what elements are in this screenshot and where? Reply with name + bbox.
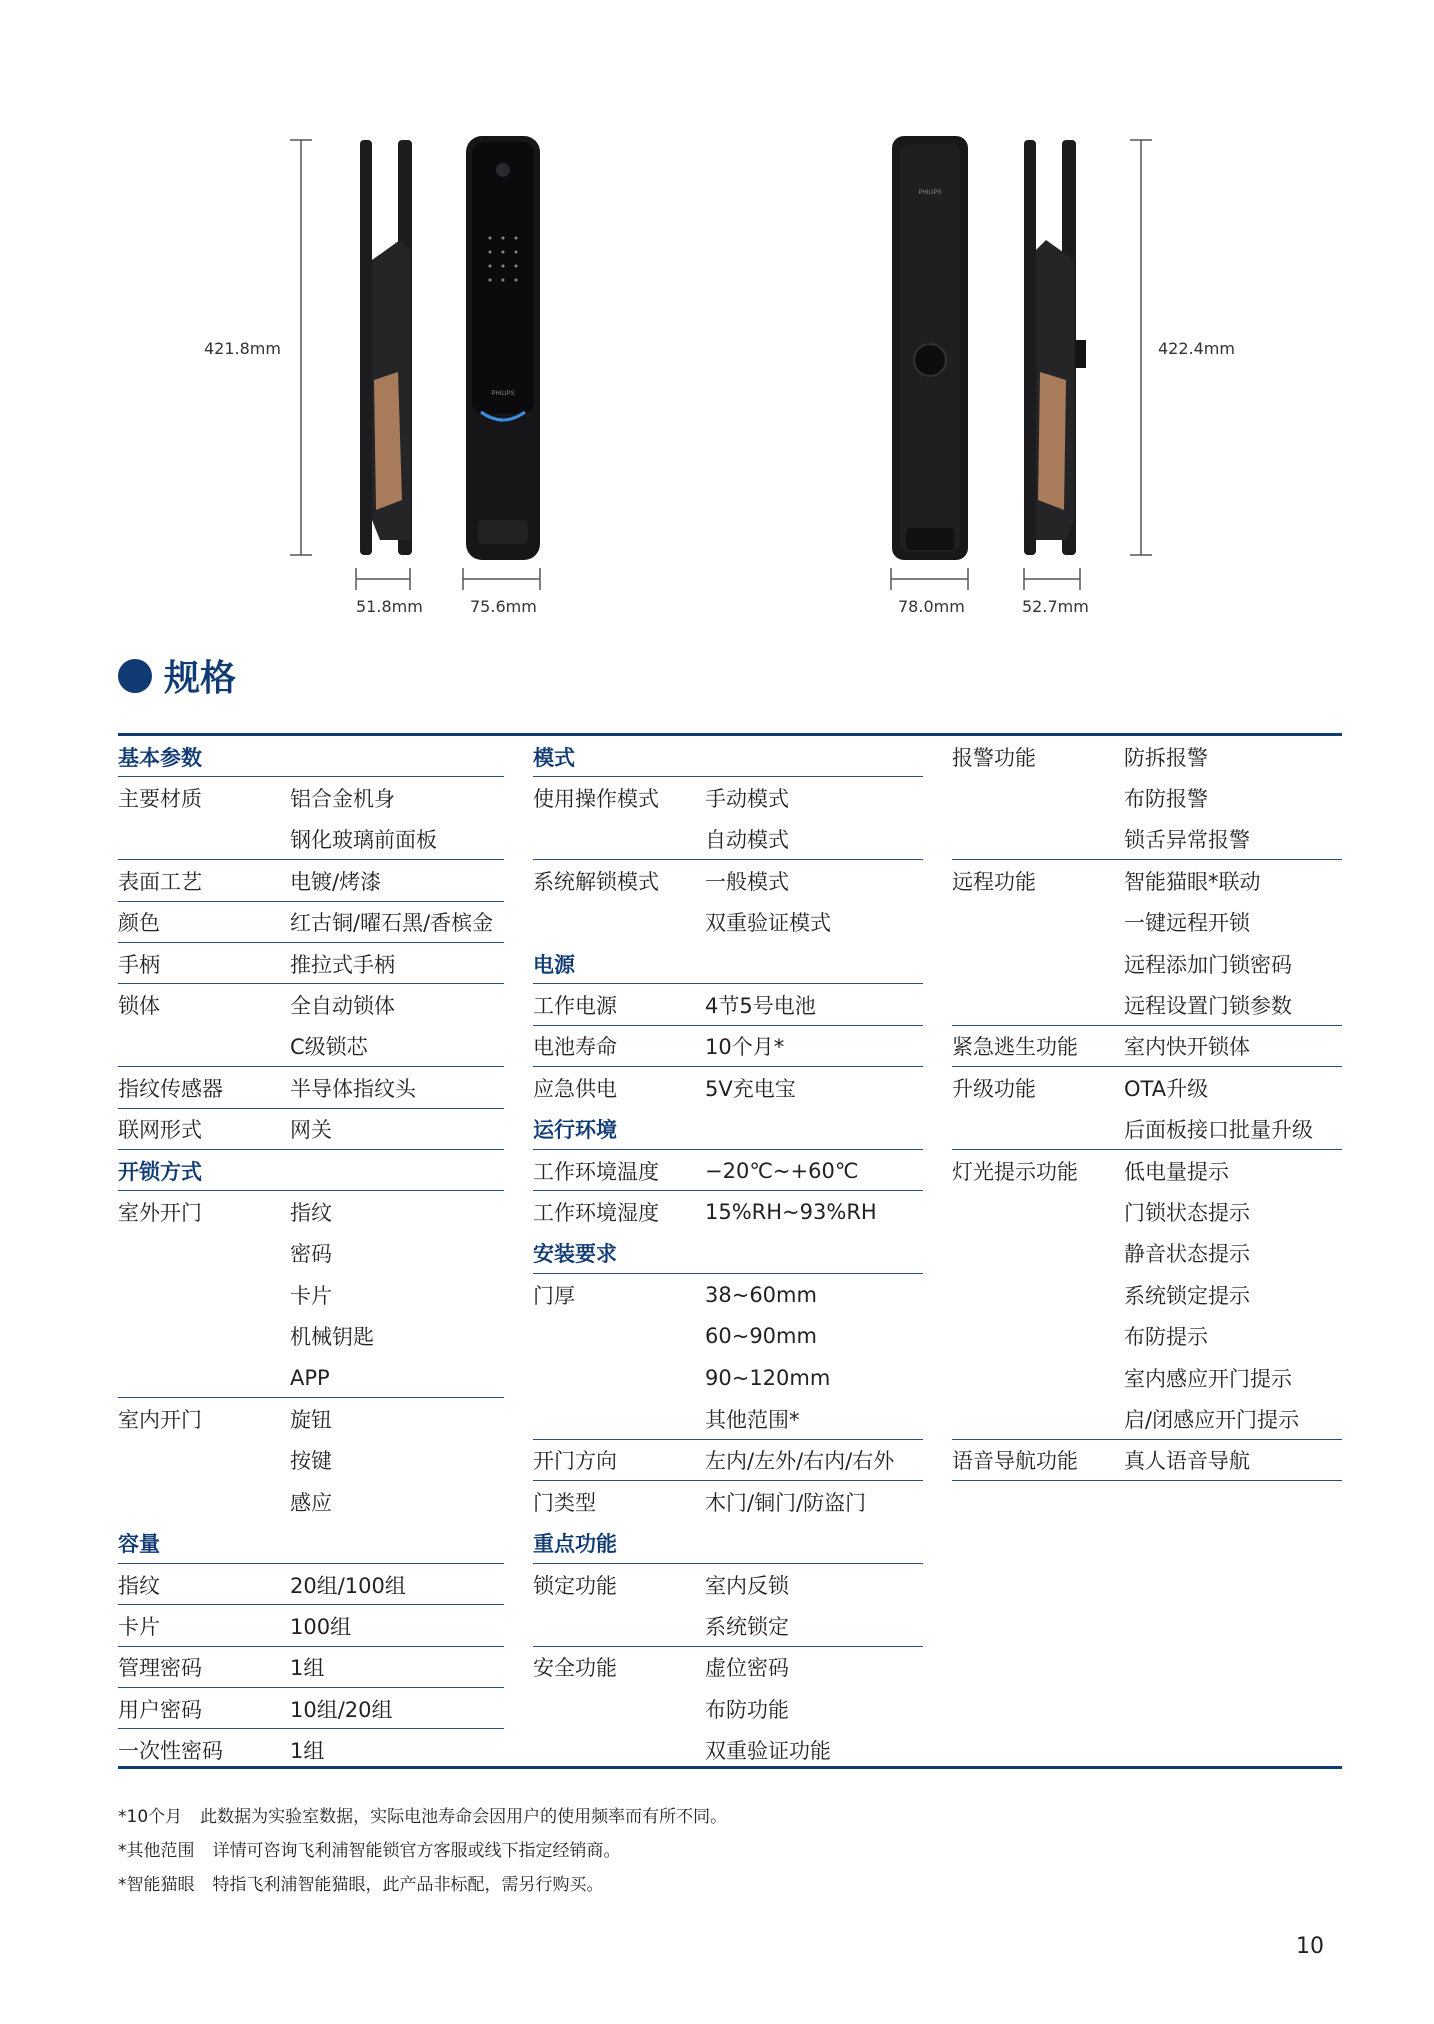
- spec-value: 38~60mm: [705, 1282, 817, 1307]
- spec-row: [118, 860, 504, 901]
- footnote: *其他范围 详情可咨询飞利浦智能锁官方客服或线下指定经销商。: [118, 1841, 621, 1861]
- spec-value: 电镀/烤漆: [290, 869, 382, 894]
- spec-row: [952, 1150, 1342, 1191]
- spec-value: 后面板接口批量升级: [1124, 1118, 1313, 1143]
- spec-value: 双重验证功能: [705, 1739, 831, 1764]
- spec-key: 开锁方式: [118, 1159, 202, 1184]
- spec-column-1: [118, 736, 504, 1771]
- spec-key: 基本参数: [118, 745, 202, 770]
- spec-section-header: [118, 1150, 504, 1191]
- spec-key: 电源: [533, 952, 575, 977]
- spec-row: [952, 1315, 1342, 1356]
- spec-row: [533, 1605, 923, 1646]
- spec-row: [533, 1067, 923, 1108]
- spec-key: 远程功能: [952, 869, 1036, 894]
- spec-column-3: [952, 736, 1342, 1481]
- footnote: *智能猫眼 特指飞利浦智能猫眼，此产品非标配，需另行购买。: [118, 1875, 604, 1895]
- spec-value: 网关: [290, 1118, 332, 1143]
- spec-key: 系统解锁模式: [533, 869, 659, 894]
- width-label-1: 51.8mm: [356, 597, 423, 616]
- spec-row: [533, 1440, 923, 1481]
- spec-row: [952, 984, 1342, 1025]
- spec-key: 一次性密码: [118, 1739, 223, 1764]
- spec-value: 15%RH~93%RH: [705, 1199, 877, 1224]
- spec-key: 容量: [118, 1532, 160, 1557]
- spec-row: [533, 1191, 923, 1232]
- footnotes: [118, 1800, 727, 1902]
- spec-key: 灯光提示功能: [952, 1159, 1078, 1184]
- spec-value: 60~90mm: [705, 1324, 817, 1349]
- section-title-text: 规格: [164, 658, 237, 699]
- spec-value: 100组: [290, 1614, 352, 1639]
- lock-side-profile-right: [1024, 140, 1086, 555]
- spec-row: [952, 1357, 1342, 1398]
- spec-key: 联网形式: [118, 1118, 202, 1143]
- spec-row: [533, 1315, 923, 1356]
- spec-value: 低电量提示: [1124, 1159, 1229, 1184]
- spec-value: 一般模式: [705, 869, 789, 894]
- spec-value: 布防功能: [705, 1697, 789, 1722]
- spec-value: 锁舌异常报警: [1124, 828, 1250, 853]
- spec-row: [118, 1398, 504, 1439]
- spec-value: 全自动锁体: [290, 994, 395, 1019]
- width-label-2: 75.6mm: [470, 597, 537, 616]
- spec-value: 机械钥匙: [290, 1325, 374, 1350]
- spec-value: 室内快开锁体: [1124, 1035, 1250, 1060]
- spec-key: 工作电源: [533, 994, 617, 1019]
- spec-value: 4节5号电池: [705, 994, 816, 1019]
- spec-row: [533, 819, 923, 860]
- spec-row: [952, 1274, 1342, 1315]
- spec-key: 紧急逃生功能: [952, 1035, 1078, 1060]
- spec-row: [533, 1481, 923, 1522]
- spec-value: APP: [290, 1365, 330, 1390]
- section-title: [118, 650, 236, 701]
- spec-row: [118, 1233, 504, 1274]
- spec-value: 90~120mm: [705, 1365, 831, 1390]
- width-dim-lines: [356, 568, 1080, 590]
- spec-row: [952, 736, 1342, 777]
- spec-row: [533, 777, 923, 818]
- spec-value: 10组/20组: [290, 1697, 393, 1722]
- spec-key: 锁体: [118, 994, 160, 1019]
- spec-value: −20℃~+60℃: [705, 1158, 859, 1183]
- spec-row: [533, 1564, 923, 1605]
- brand-logo-back: PHILIPS: [918, 190, 942, 196]
- spec-key: 使用操作模式: [533, 787, 659, 812]
- spec-row: [118, 1647, 504, 1688]
- spec-value: 系统锁定: [705, 1614, 789, 1639]
- spec-value: C级锁芯: [290, 1035, 368, 1060]
- spec-value: 钢化玻璃前面板: [290, 828, 437, 853]
- spec-row: [533, 860, 923, 901]
- width-label-4: 52.7mm: [1022, 597, 1089, 616]
- spec-row: [118, 777, 504, 818]
- spec-row: [118, 1109, 504, 1150]
- spec-value: 远程添加门锁密码: [1124, 952, 1292, 977]
- spec-key: 升级功能: [952, 1076, 1036, 1101]
- bullet-dot-icon: [118, 659, 152, 693]
- spec-section-header: [533, 1522, 923, 1563]
- spec-row: [952, 777, 1342, 818]
- spec-key: 报警功能: [952, 745, 1036, 770]
- spec-value: OTA升级: [1124, 1076, 1209, 1101]
- spec-value: 智能猫眼*联动: [1124, 869, 1261, 894]
- spec-row: [118, 1605, 504, 1646]
- right-height-label: 422.4mm: [1158, 339, 1235, 358]
- spec-row: [118, 1315, 504, 1356]
- spec-row: [533, 1026, 923, 1067]
- spec-value: 1组: [290, 1739, 325, 1764]
- spec-value: 旋钮: [290, 1407, 332, 1432]
- spec-row: [952, 1026, 1342, 1067]
- spec-row: [118, 943, 504, 984]
- spec-key: 工作环境温度: [533, 1159, 659, 1184]
- spec-value: 启/闭感应开门提示: [1124, 1407, 1300, 1432]
- spec-key: 开门方向: [533, 1449, 617, 1474]
- spec-row: [118, 819, 504, 860]
- spec-value: 远程设置门锁参数: [1124, 994, 1292, 1019]
- spec-value: 推拉式手柄: [290, 952, 395, 977]
- spec-value: 防拆报警: [1124, 745, 1208, 770]
- spec-key: 运行环境: [533, 1118, 617, 1143]
- spec-value: 卡片: [290, 1283, 332, 1308]
- spec-key: 模式: [533, 745, 575, 770]
- spec-key: 电池寿命: [533, 1035, 617, 1060]
- spec-key: 主要材质: [118, 787, 202, 812]
- spec-value: 左内/左外/右内/右外: [705, 1449, 895, 1474]
- left-height-label: 421.8mm: [204, 339, 281, 358]
- spec-value: 铝合金机身: [290, 787, 395, 812]
- spec-value: 感应: [290, 1490, 332, 1515]
- spec-key: 工作环境湿度: [533, 1200, 659, 1225]
- spec-row: [952, 1233, 1342, 1274]
- spec-row: [118, 1564, 504, 1605]
- page-number: 10: [1296, 1934, 1324, 1959]
- spec-row: [533, 1150, 923, 1191]
- spec-row: [118, 1191, 504, 1232]
- spec-value: 布防报警: [1124, 787, 1208, 812]
- spec-row: [952, 1398, 1342, 1439]
- spec-section-header: [533, 1233, 923, 1274]
- spec-row: [952, 1067, 1342, 1108]
- lock-side-profile-left: [360, 140, 412, 555]
- spec-value: 系统锁定提示: [1124, 1283, 1250, 1308]
- spec-key: 指纹: [118, 1573, 160, 1598]
- spec-value: 静音状态提示: [1124, 1242, 1250, 1267]
- spec-value: 木门/铜门/防盗门: [705, 1490, 867, 1515]
- spec-row: [118, 1688, 504, 1729]
- spec-key: 门厚: [533, 1283, 575, 1308]
- spec-key: 室内开门: [118, 1407, 202, 1432]
- spec-value: 室内感应开门提示: [1124, 1366, 1292, 1391]
- spec-row: [952, 1191, 1342, 1232]
- spec-row: [952, 1109, 1342, 1150]
- spec-column-2: [533, 736, 923, 1771]
- spec-row: [533, 902, 923, 943]
- spec-key: 室外开门: [118, 1200, 202, 1225]
- spec-row: [533, 1647, 923, 1688]
- spec-value: 按键: [290, 1449, 332, 1474]
- spec-key: 指纹传感器: [118, 1076, 223, 1101]
- spec-row: [533, 1688, 923, 1729]
- right-height-dim-line: [1130, 140, 1152, 555]
- spec-row: [118, 984, 504, 1025]
- spec-row: [118, 1440, 504, 1481]
- spec-row: [952, 819, 1342, 860]
- spec-value: 1组: [290, 1656, 325, 1681]
- spec-key: 锁定功能: [533, 1573, 617, 1598]
- spec-value: 双重验证模式: [705, 911, 831, 936]
- spec-row: [952, 1440, 1342, 1481]
- spec-row: [118, 902, 504, 943]
- spec-row: [952, 902, 1342, 943]
- spec-value: 红古铜/曜石黑/香槟金: [290, 911, 494, 936]
- spec-value: 10个月*: [705, 1035, 785, 1060]
- spec-row: [118, 1026, 504, 1067]
- lock-drawings: [0, 0, 1434, 640]
- spec-section-header: [533, 736, 923, 777]
- left-height-dim-line: [290, 140, 312, 555]
- spec-row: [952, 943, 1342, 984]
- footnote: *10个月 此数据为实验室数据，实际电池寿命会因用户的使用频率而有所不同。: [118, 1807, 728, 1827]
- spec-section-header: [118, 736, 504, 777]
- spec-value: 自动模式: [705, 828, 789, 853]
- spec-key: 颜色: [118, 911, 160, 936]
- spec-section-header: [533, 1109, 923, 1150]
- lock-front-panel: [466, 136, 540, 560]
- brand-logo-front: PHILIPS: [491, 391, 515, 397]
- spec-value: 其他范围*: [705, 1407, 800, 1432]
- spec-value: 虚位密码: [705, 1656, 789, 1681]
- spec-row: [533, 1274, 923, 1315]
- spec-value: 20组/100组: [290, 1573, 406, 1598]
- spec-row: [118, 1357, 504, 1398]
- width-label-3: 78.0mm: [898, 597, 965, 616]
- spec-key: 门类型: [533, 1490, 596, 1515]
- spec-key: 管理密码: [118, 1656, 202, 1681]
- spec-value: 布防提示: [1124, 1325, 1208, 1350]
- spec-key: 手柄: [118, 952, 160, 977]
- spec-section-header: [118, 1522, 504, 1563]
- spec-key: 应急供电: [533, 1076, 617, 1101]
- spec-value: 真人语音导航: [1124, 1449, 1250, 1474]
- spec-row: [118, 1274, 504, 1315]
- spec-value: 门锁状态提示: [1124, 1200, 1250, 1225]
- spec-row: [118, 1729, 504, 1770]
- spec-value: 一键远程开锁: [1124, 911, 1250, 936]
- spec-value: 密码: [290, 1242, 332, 1267]
- lock-back-panel: [892, 136, 968, 560]
- spec-value: 半导体指纹头: [290, 1076, 416, 1101]
- spec-value: 手动模式: [705, 787, 789, 812]
- spec-row: [118, 1067, 504, 1108]
- spec-row: [118, 1481, 504, 1522]
- spec-key: 卡片: [118, 1614, 160, 1639]
- spec-key: 语音导航功能: [952, 1449, 1078, 1474]
- product-dimension-figure: [0, 0, 1434, 640]
- spec-row: [533, 1729, 923, 1770]
- spec-row: [533, 1398, 923, 1439]
- spec-key: 安装要求: [533, 1242, 617, 1267]
- spec-row: [952, 860, 1342, 901]
- spec-key: 安全功能: [533, 1656, 617, 1681]
- spec-row: [533, 984, 923, 1025]
- spec-value: 指纹: [290, 1200, 332, 1225]
- spec-key: 用户密码: [118, 1697, 202, 1722]
- spec-key: 重点功能: [533, 1532, 617, 1557]
- spec-key: 表面工艺: [118, 869, 202, 894]
- spec-row: [533, 1357, 923, 1398]
- spec-value: 5V充电宝: [705, 1076, 796, 1101]
- spec-value: 室内反锁: [705, 1573, 789, 1598]
- spec-section-header: [533, 943, 923, 984]
